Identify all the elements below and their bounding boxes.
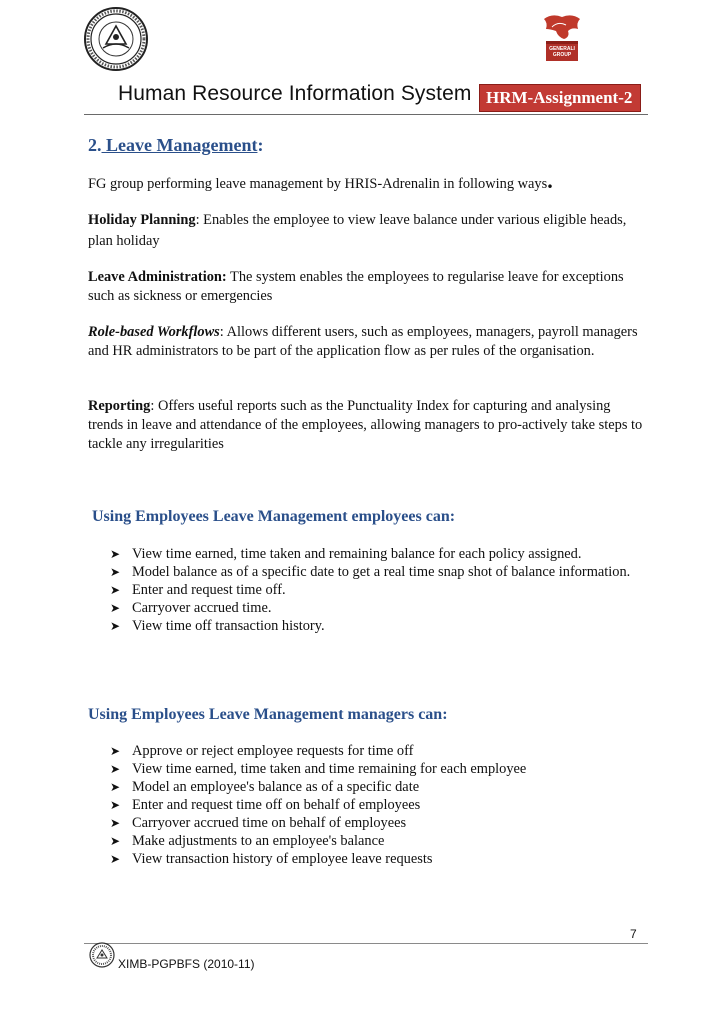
list-item	[110, 814, 635, 832]
arrow-bullet-icon: ➤	[110, 619, 121, 633]
section-title	[88, 135, 263, 156]
institute-seal-logo	[83, 6, 149, 72]
managers-list	[110, 742, 635, 868]
intro-period: .	[547, 168, 553, 193]
list-item-text: View time earned, time taken and remaining balance for each policy assigned.	[132, 546, 582, 562]
list-item-text: View time off transaction history.	[132, 618, 325, 634]
arrow-bullet-icon: ➤	[110, 762, 121, 776]
footer-text: XIMB-PGPBFS (2010-11)	[118, 957, 255, 971]
feature-text: Allows different users, such as employees, managers, payroll managers and HR administrators to be part of the application flow as per rules of the organisation.	[88, 324, 638, 359]
list-item-text: Approve or reject employee requests for time off	[132, 743, 414, 759]
list-item	[110, 545, 635, 563]
header-divider	[84, 114, 648, 115]
feature-label: Holiday Planning	[88, 212, 196, 228]
arrow-bullet-icon: ➤	[110, 852, 121, 866]
arrow-bullet-icon: ➤	[110, 798, 121, 812]
managers-heading: Using Employees Leave Management managers can:	[88, 706, 448, 723]
list-item	[110, 581, 635, 599]
list-item-text: Enter and request time off on behalf of employees	[132, 797, 421, 813]
list-item-text: Enter and request time off.	[132, 582, 286, 598]
arrow-bullet-icon: ➤	[110, 547, 121, 561]
arrow-bullet-icon: ➤	[110, 780, 121, 794]
feature-role-based-workflows	[88, 323, 644, 361]
generali-lion-logo	[532, 13, 592, 67]
feature-text: The system enables the employees to regularise leave for exceptions such as sickness or emergencies	[88, 269, 624, 304]
feature-label: Role-based Workflows	[88, 324, 220, 340]
footer-divider	[84, 943, 648, 944]
arrow-bullet-icon: ➤	[110, 834, 121, 848]
list-item	[110, 832, 635, 850]
feature-text: Offers useful reports such as the Punctuality Index for capturing and analysing trends in leave and attendance of the employees, allowing managers to pro-actively take steps to tackle any irregularities	[88, 398, 643, 452]
list-item-text: Make adjustments to an employee's balance	[132, 833, 385, 849]
arrow-bullet-icon: ➤	[110, 583, 121, 597]
generali-logo-name: GENERALI	[549, 46, 575, 52]
list-item-text: View transaction history of employee leave requests	[132, 851, 433, 867]
assignment-badge: HRM-Assignment-2	[479, 84, 641, 112]
feature-holiday-planning	[88, 210, 644, 252]
section-number: 2.	[88, 135, 102, 155]
feature-sep: :	[195, 212, 200, 228]
list-item	[110, 760, 635, 778]
generali-logo-text	[548, 46, 576, 58]
feature-sep: :	[219, 324, 224, 340]
header-title: Human Resource Information System	[118, 82, 472, 105]
feature-text: Enables the employee to view leave balance under various eligible heads, plan holiday	[88, 212, 627, 249]
list-item	[110, 778, 635, 796]
page-number: 7	[630, 927, 637, 941]
list-item	[110, 617, 635, 635]
section-colon: :	[257, 135, 264, 155]
intro-paragraph	[88, 168, 644, 194]
list-item	[110, 563, 635, 581]
arrow-bullet-icon: ➤	[110, 744, 121, 758]
section-title-text: Leave Management	[101, 135, 258, 155]
arrow-bullet-icon: ➤	[110, 565, 121, 579]
list-item	[110, 850, 635, 868]
feature-label: Leave Administration:	[88, 269, 227, 285]
list-item	[110, 599, 635, 617]
footer-seal-logo	[89, 942, 115, 968]
arrow-bullet-icon: ➤	[110, 816, 121, 830]
list-item-text: Carryover accrued time on behalf of employees	[132, 815, 407, 831]
feature-sep: :	[150, 398, 155, 414]
feature-leave-administration	[88, 268, 644, 306]
generali-logo-subname: GROUP	[552, 52, 572, 58]
list-item-text: Model an employee's balance as of a specific date	[132, 779, 420, 795]
employees-list	[110, 545, 635, 635]
list-item-text: Model balance as of a specific date to get a real time snap shot of balance information.	[132, 564, 631, 580]
feature-label: Reporting	[88, 398, 151, 414]
arrow-bullet-icon: ➤	[110, 601, 121, 615]
list-item	[110, 742, 635, 760]
intro-text: FG group performing leave management by HRIS-Adrenalin in following ways	[88, 176, 548, 192]
list-item-text: Carryover accrued time.	[132, 600, 272, 616]
employees-heading: Using Employees Leave Management employees can:	[92, 508, 456, 525]
feature-reporting	[88, 397, 644, 454]
list-item	[110, 796, 635, 814]
list-item-text: View time earned, time taken and time remaining for each employee	[132, 761, 527, 777]
